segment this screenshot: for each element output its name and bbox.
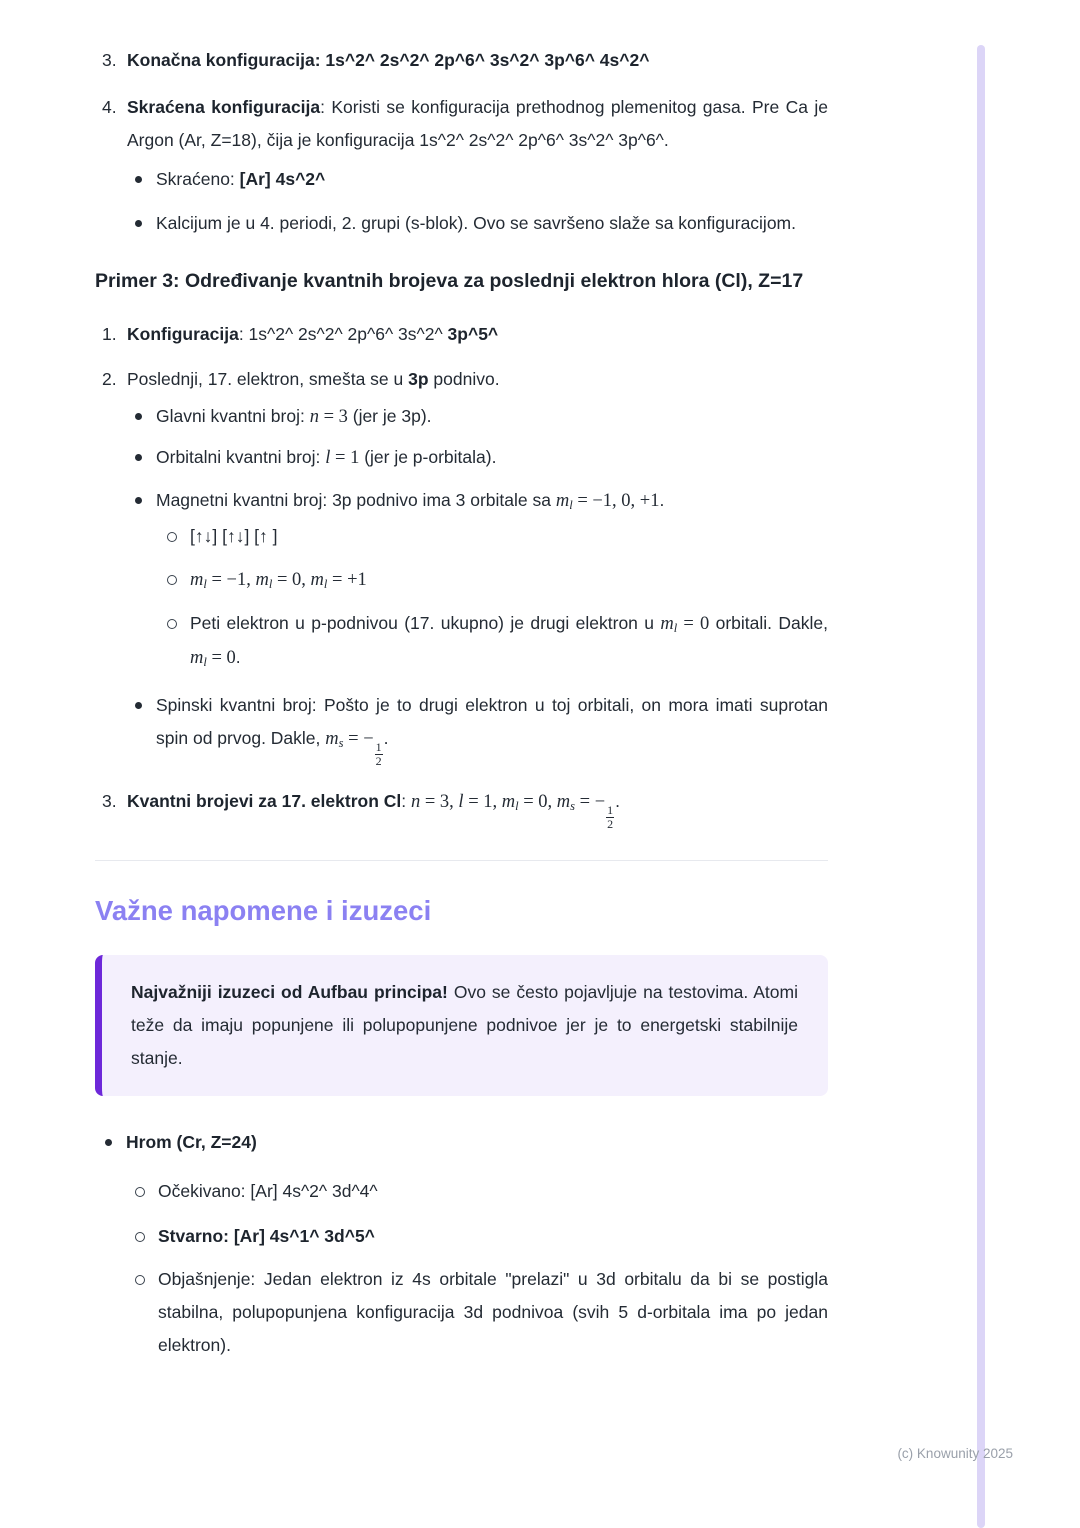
- math-var-m: m: [556, 792, 571, 813]
- math-sub-s: s: [570, 799, 576, 814]
- list-item-peti-elektron: [95, 607, 828, 675]
- bullet-text: [156, 163, 828, 196]
- text-segment: :: [401, 791, 411, 812]
- item-text: [127, 44, 828, 77]
- math-var-m: m: [555, 491, 570, 511]
- list-item-hrom: [95, 1126, 828, 1159]
- bullet-text: Kalcijum je u 4. periodi, 2. grupi (s-blok). Ovo se savršeno slaže sa konfiguracijom.: [156, 213, 796, 233]
- math-text: = 1,: [463, 792, 502, 813]
- math-text: = 0,: [518, 792, 557, 813]
- list-item-stvarno: [95, 1220, 828, 1253]
- math-text: = −1,: [206, 570, 256, 590]
- math-expression: [660, 614, 709, 634]
- text-segment: Skraćeno:: [156, 169, 240, 189]
- bullet-icon: [135, 220, 142, 227]
- bullet-icon: [135, 454, 142, 461]
- callout-text: [131, 976, 798, 1075]
- text-segment: Poslednji, 17. elektron, smešta se u: [127, 369, 409, 389]
- list-item-kalcijum: [95, 207, 828, 240]
- section-divider: [95, 860, 828, 861]
- item-number: 3.: [102, 50, 117, 70]
- text-segment: : Koristi se konfiguracija prethodnog plemenitog gasa. Pre Ca je Argon (Ar, Z=18), čija je konfiguracija 1s^2^ 2s^2^ 2p^6^ 3s^2^ 3p^6^.: [127, 97, 828, 150]
- item-number: 1.: [102, 324, 117, 344]
- math-expression: [310, 407, 348, 427]
- math-sub-l: l: [515, 799, 519, 814]
- math-var-m: m: [310, 570, 324, 590]
- math-sub-l: l: [569, 498, 573, 512]
- text-segment: podnivo.: [428, 369, 500, 389]
- bold-segment: Konfiguracija: [127, 324, 239, 344]
- circle-bullet-icon: [167, 619, 177, 629]
- text-segment: (jer je 3p).: [347, 406, 432, 426]
- math-var-m: m: [190, 570, 204, 590]
- math-sub-s: s: [338, 736, 344, 750]
- footer-credit: (c) Knowunity 2025: [897, 1446, 1013, 1461]
- bullet-icon: [135, 497, 142, 504]
- math-expression: [325, 448, 359, 468]
- ordered-item-poslednji: [95, 363, 828, 396]
- document-content: [95, 44, 828, 1362]
- bold-segment: Stvarno: [Ar] 4s^1^ 3d^5^: [158, 1226, 375, 1247]
- math-var-m: m: [190, 648, 204, 668]
- orbital-diagram-text: [↑↓] [↑↓] [↑ ]: [190, 526, 278, 546]
- bold-segment: Konačna konfiguracija: [127, 50, 315, 70]
- text-segment: Spinski kvantni broj: Pošto je to drugi elektron u toj orbitali, on mora imati suprotan spin od prvog. Dakle,: [156, 695, 828, 748]
- circle-bullet-icon: [167, 575, 177, 585]
- callout-box: [95, 955, 828, 1096]
- bullet-icon: [135, 176, 142, 183]
- text-segment: Peti elektron u p-podnivou (17. ukupno) je drugi elektron u: [190, 613, 661, 633]
- math-text: = 3,: [420, 792, 459, 813]
- text-segment: Glavni kvantni broj:: [156, 406, 310, 426]
- bold-segment: [Ar] 4s^2^: [239, 169, 326, 189]
- math-var-l: l: [325, 448, 331, 468]
- fraction-denominator: 2: [607, 816, 614, 831]
- fraction: [375, 741, 383, 767]
- math-expression: [410, 792, 615, 831]
- bold-segment: 3p^5^: [447, 324, 499, 344]
- list-item-objasnjenje: [95, 1263, 828, 1362]
- ordered-item-konacna: [95, 44, 828, 77]
- math-expression: [190, 648, 236, 668]
- text-segment: orbitali. Dakle,: [709, 613, 828, 633]
- math-text: = −1, 0, +1: [572, 491, 660, 511]
- bullet-text: [126, 1126, 828, 1159]
- section-heading-primer3: Primer 3: Određivanje kvantnih brojeva za poslednji elektron hlora (Cl), Z=17: [95, 270, 804, 292]
- list-item-glavni: [95, 400, 828, 434]
- bullet-text: [156, 689, 828, 767]
- item-text: [127, 91, 828, 157]
- text-segment: .: [659, 490, 665, 510]
- text-segment: .: [235, 647, 241, 667]
- math-sub-l: l: [673, 621, 678, 635]
- math-var-m: m: [501, 792, 516, 813]
- item-number: 3.: [102, 791, 117, 812]
- item-number: 4.: [102, 97, 117, 117]
- page-heading-napomene: Važne napomene i izuzeci: [95, 895, 432, 927]
- bullet-text: [156, 400, 828, 434]
- bullet-text: [156, 441, 828, 475]
- fraction-denominator: 2: [375, 753, 382, 768]
- fraction: [606, 804, 614, 830]
- item-number: 2.: [102, 369, 117, 389]
- circle-bullet-icon: [135, 1187, 145, 1197]
- text-segment: : 1s^2^ 2s^2^ 2p^6^ 3s^2^: [238, 324, 448, 344]
- circle-bullet-icon: [135, 1275, 145, 1285]
- text-segment: Ovo se često pojavljuje na testovima. Atomi teže da imaju popunjene ili polupopunjene podnivoe jer je to energetski stabilnije stanje.: [131, 982, 798, 1069]
- item-text: [127, 318, 828, 351]
- list-item-ml-values: [95, 563, 828, 597]
- bullet-text: [190, 563, 828, 597]
- math-expression: [190, 570, 367, 590]
- bold-segment: 1s^2^ 2s^2^ 2p^6^ 3s^2^ 3p^6^ 4s^2^: [325, 50, 650, 70]
- math-sub-l: l: [203, 655, 207, 669]
- text-segment: .: [383, 728, 389, 748]
- list-item-spinski: [95, 689, 828, 767]
- math-var-n: n: [309, 407, 319, 427]
- math-var-m: m: [325, 729, 339, 749]
- bold-segment: :: [314, 50, 326, 70]
- math-text: = 0: [206, 648, 236, 668]
- bullet-icon: [135, 702, 142, 709]
- ordered-item-kvantni-brojevi: [95, 785, 828, 830]
- math-text: = 1: [330, 448, 360, 468]
- ordered-item-skracena: [95, 91, 828, 157]
- item-text: [127, 785, 828, 830]
- math-text: = 0: [677, 614, 710, 634]
- math-text: = −: [575, 792, 606, 813]
- fraction-numerator: 1: [375, 740, 382, 754]
- fraction-numerator: 1: [607, 803, 614, 818]
- text-segment: Orbitalni kvantni broj:: [156, 447, 326, 467]
- math-var-m: m: [255, 570, 269, 590]
- list-item-ocekivano: [95, 1175, 828, 1208]
- math-var-n: n: [410, 792, 421, 813]
- bold-segment: Skraćena konfiguracija: [127, 97, 321, 117]
- circle-bullet-icon: [135, 1232, 145, 1242]
- math-var-l: l: [458, 792, 464, 813]
- text-segment: Magnetni kvantni broj: 3p podnivo ima 3 orbitale sa: [156, 490, 556, 510]
- math-expression: [325, 729, 383, 768]
- math-sub-l: l: [268, 577, 273, 591]
- bullet-text: [158, 1220, 828, 1253]
- math-var-m: m: [660, 614, 674, 634]
- bold-segment: 3p: [408, 369, 429, 389]
- bullet-text: [156, 484, 828, 518]
- math-expression: [556, 491, 660, 511]
- list-item-magnetni: [95, 484, 828, 518]
- text-segment: .: [615, 791, 621, 812]
- bullet-text: Objašnjenje: Jedan elektron iz 4s orbitale "prelazi" u 3d orbitalu da bi se postigla stabilna, polupopunjena konfiguracija 3d podnivoa (svih 5 d-orbitala ima po jedan elektron).: [158, 1269, 828, 1356]
- bold-segment: Kvantni brojevi za 17. elektron Cl: [127, 791, 402, 812]
- math-text: = 0,: [272, 570, 311, 590]
- text-segment: (jer je p-orbitala).: [359, 447, 497, 467]
- bullet-text: Očekivano: [Ar] 4s^2^ 3d^4^: [158, 1181, 378, 1202]
- bullet-icon: [105, 1139, 112, 1146]
- list-item-skraceno: [95, 163, 828, 196]
- bold-segment: Hrom (Cr, Z=24): [126, 1132, 257, 1153]
- math-text: = +1: [327, 570, 367, 590]
- bullet-text: [190, 607, 828, 675]
- circle-bullet-icon: [167, 532, 177, 542]
- math-text: = −: [343, 729, 374, 749]
- math-sub-l: l: [323, 577, 328, 591]
- math-text: = 3: [318, 407, 348, 427]
- bullet-icon: [135, 413, 142, 420]
- scrollbar[interactable]: [977, 45, 985, 1528]
- list-item-orbital-boxes: [95, 520, 828, 553]
- item-text: [127, 363, 828, 396]
- ordered-item-konfiguracija: [95, 318, 828, 351]
- list-item-orbitalni: [95, 441, 828, 475]
- math-sub-l: l: [203, 577, 207, 591]
- bold-segment: Najvažniji izuzeci od Aufbau principa!: [131, 982, 448, 1003]
